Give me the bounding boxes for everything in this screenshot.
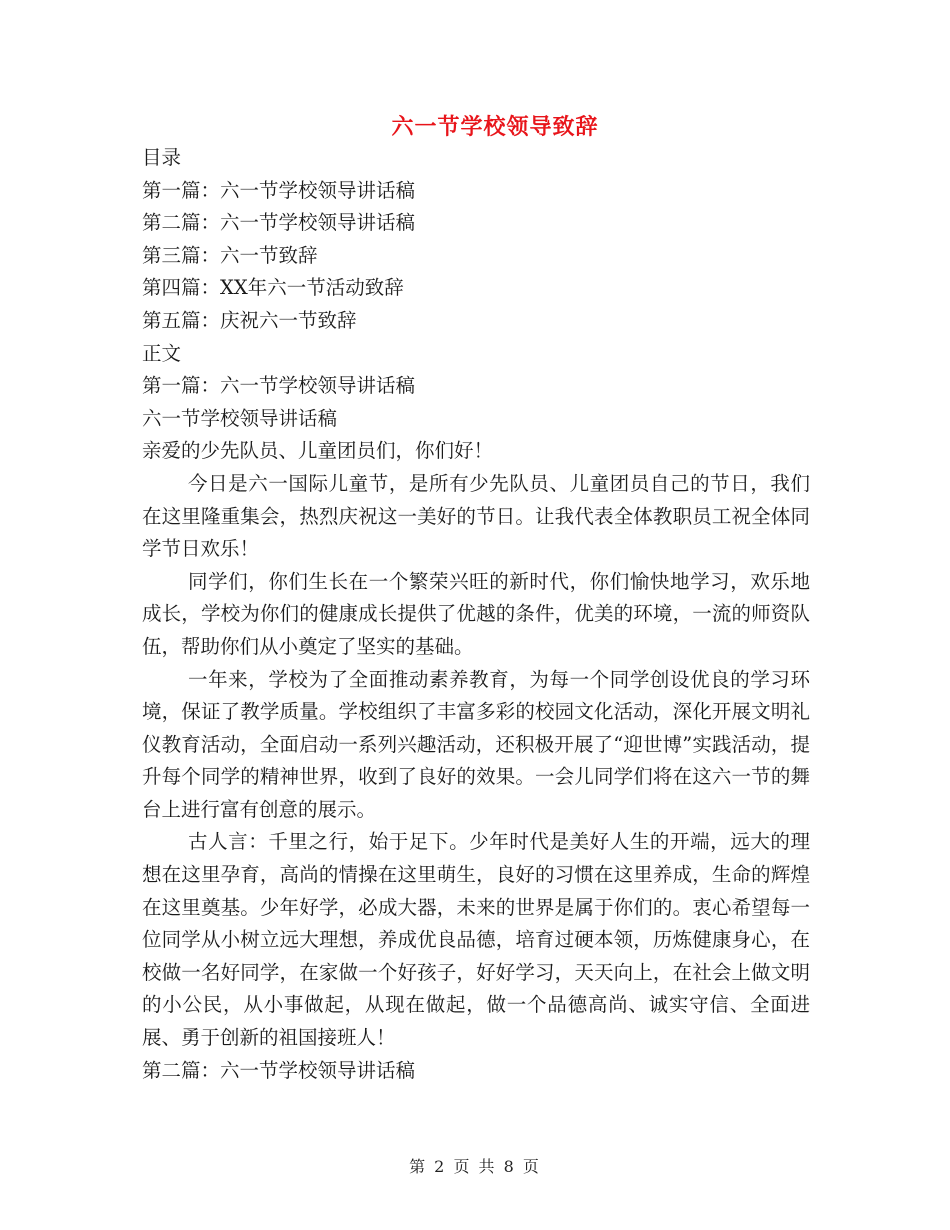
section-heading: 第二篇：六一节学校领导讲话稿 [142, 1058, 416, 1082]
body-heading: 正文 [142, 341, 182, 365]
section-heading: 第一篇：六一节学校领导讲话稿 [142, 374, 416, 398]
speech-paragraph: 今日是六一国际儿童节，是所有少先队员、儿童团员自己的节日，我们在这里隆重集会，热烈庆祝这一美好的节日。让我代表全体教职员工祝全体同学节日欢乐！ [142, 471, 810, 561]
speech-greeting: 亲爱的少先队员、儿童团员们，你们好！ [142, 439, 494, 463]
speech-paragraph: 同学们，你们生长在一个繁荣兴旺的新时代，你们愉快地学习，欢乐地成长，学校为你们的健康成长提供了优越的条件，优美的环境，一流的师资队伍，帮助你们从小奠定了坚实的基础。 [142, 569, 810, 658]
toc-item: 第二篇：六一节学校领导讲话稿 [142, 211, 416, 235]
speech-paragraph: 一年来，学校为了全面推动素养教育，为每一个同学创设优良的学习环境，保证了教学质量。学校组织了丰富多彩的校园文化活动，深化开展文明礼仪教育活动，全面启动一系列兴趣活动，还积极开展了“迎世博”实践活动，提升每个同学的精神世界，收到了良好的效果。一会儿同学们将在这六一节的舞台上进行富有创意的展示。 [142, 667, 810, 821]
toc-item: 第一篇：六一节学校领导讲话稿 [142, 178, 416, 202]
toc-item: 第四篇：XX年六一节活动致辞 [142, 276, 404, 300]
document-body [142, 142, 810, 1087]
toc-item: 第五篇：庆祝六一节致辞 [142, 308, 357, 332]
speech-paragraph: 古人言：千里之行，始于足下。少年时代是美好人生的开端，远大的理想在这里孕育，高尚的情操在这里萌生，良好的习惯在这里养成，生命的辉煌在这里奠基。少年好学，必成大器，未来的世界是属于你们的。衷心希望每一位同学从小树立远大理想，养成优良品德，培育过硬本领，历炼健康身心，在校做一名好同学，在家做一个好孩子，好好学习，天天向上，在社会上做文明的小公民，从小事做起，从现在做起，做一个品德高尚、诚实守信、全面进展、勇于创新的祖国接班人！ [142, 830, 810, 1050]
toc-item: 第三篇：六一节致辞 [142, 243, 318, 267]
page-number: 第 2 页 共 8 页 [409, 1157, 541, 1176]
toc-heading: 目录 [142, 146, 182, 169]
document-title: 六一节学校领导致辞 [391, 115, 599, 140]
speech-title: 六一节学校领导讲话稿 [142, 406, 338, 430]
